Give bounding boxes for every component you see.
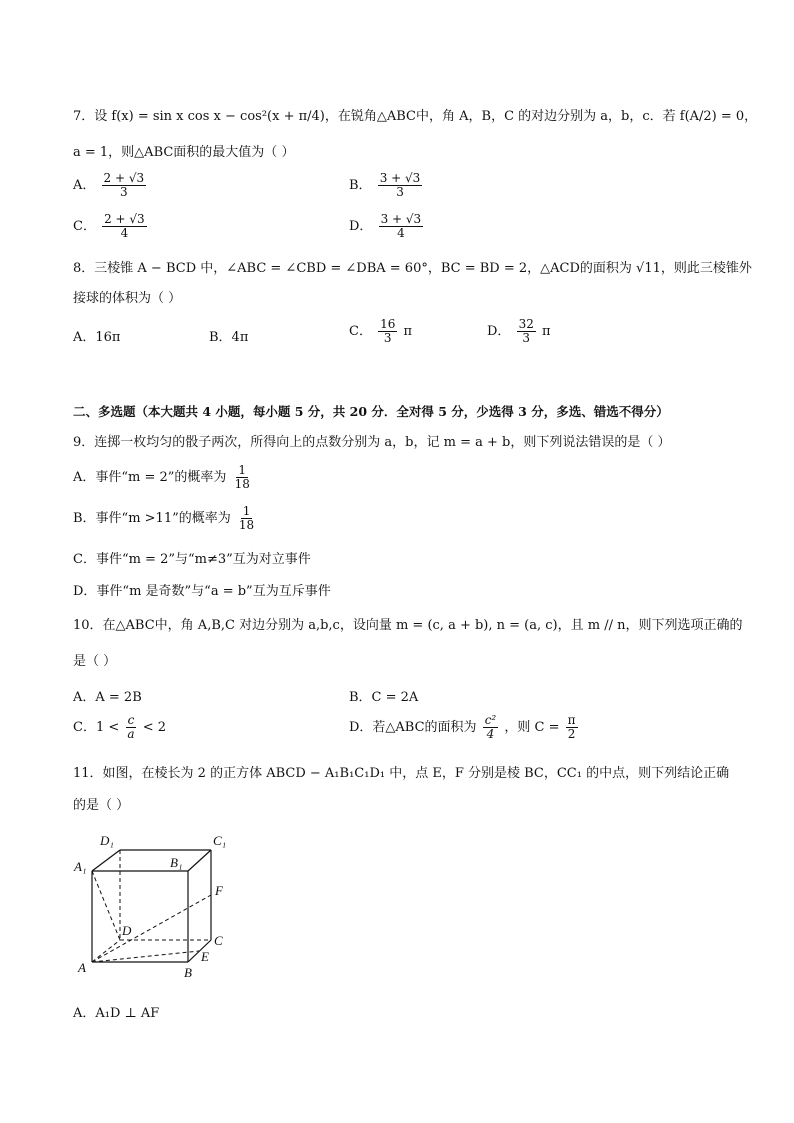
q10-option-d-denominator: 4 <box>486 727 495 741</box>
q7-option-b-fraction <box>378 172 423 199</box>
q7-stem-line2: a = 1，则△ABC面积的最大值为（ ） <box>73 145 295 160</box>
q10-stem-line1: 10．在△ABC中，角 A,B,C 对边分别为 a,b,c，设向量 m = (c, a + b), n = (a, c)，且 m // n，则下列选项正确的 <box>73 618 743 633</box>
q7-option-d-numerator: 3 + √3 <box>380 212 422 226</box>
q7-option-b-numerator: 3 + √3 <box>379 171 421 185</box>
q9-stem: 9．连掷一枚均匀的骰子两次，所得向上的点数分别为 a，b，记 m = a + b，则下列说法错误的是（ ） <box>73 435 671 450</box>
q8-stem-line1: 8．三棱锥 A − BCD 中，∠ABC = ∠CBD = ∠DBA = 60°，BC = BD = 2，△ACD的面积为 √11，则此三棱锥外 <box>73 261 752 276</box>
q9-option-a-fraction <box>233 464 252 491</box>
q9-option-b-fraction <box>237 505 256 532</box>
q11-option-a: A．A₁D ⊥ AF <box>73 1006 160 1021</box>
q10-option-c-denominator: a <box>127 727 135 741</box>
edge-a1-d1 <box>92 850 120 871</box>
q7-option-b-denominator: 3 <box>396 185 404 199</box>
q10-stem-line2: 是（ ） <box>73 654 117 669</box>
q8-option-a: A．16π <box>73 330 121 345</box>
q8-option-b: B．4π <box>209 330 249 345</box>
q10-option-d <box>349 714 580 741</box>
q7-option-c <box>73 213 149 240</box>
q9-option-a-text: A．事件“m = 2”的概率为 <box>73 470 227 485</box>
q7-option-a-fraction <box>102 172 147 199</box>
label-a: A <box>78 960 86 975</box>
q7-option-a-numerator: 2 + √3 <box>103 171 145 185</box>
q10-option-d-denominator-2: 2 <box>567 727 576 741</box>
q11-stem-line2: 的是（ ） <box>73 798 130 813</box>
hidden-edge-a-d <box>92 940 120 962</box>
label-d: D <box>122 923 132 938</box>
q10-option-d-mid: ，则 C = <box>504 720 560 735</box>
q9-option-d: D．事件“m 是奇数”与“a = b”互为互斥事件 <box>73 584 331 599</box>
q9-option-b <box>73 505 258 532</box>
q8-option-c-label: C． <box>349 324 372 339</box>
q7-option-a-label: A． <box>73 178 96 193</box>
q10-option-c-fraction <box>125 714 136 741</box>
q8-stem-line2: 接球的体积为（ ） <box>73 291 182 306</box>
q9-option-a <box>73 464 254 491</box>
q8-option-d-label: D． <box>487 324 511 339</box>
q11-stem-line1: 11．如图，在棱长为 2 的正方体 ABCD − A₁B₁C₁D₁ 中，点 E，F 分别是棱 BC，CC₁ 的中点，则下列结论正确 <box>73 766 730 781</box>
q8-option-d <box>487 318 551 345</box>
label-e: E <box>201 949 209 964</box>
q7-option-c-label: C． <box>73 219 96 234</box>
q7-option-c-fraction <box>102 213 147 240</box>
section-heading-multiple-choice: 二、多选题（本大题共 4 小题，每小题 5 分，共 20 分．全对得 5 分，少选得 3 分，多选、错选不得分） <box>73 404 669 419</box>
q10-option-c-numerator: c <box>127 713 135 727</box>
q10-option-a: A．A = 2B <box>73 690 142 705</box>
q7-option-b <box>349 172 424 199</box>
q9-option-b-text: B．事件“m >11”的概率为 <box>73 511 231 526</box>
q7-option-d-denominator: 4 <box>397 226 405 240</box>
label-a1: A₁ <box>74 859 87 874</box>
q10-option-d-fraction-angle <box>566 714 578 741</box>
edge-b1-c1 <box>188 850 211 871</box>
q7-option-d-fraction <box>379 213 424 240</box>
q9-option-a-denominator: 18 <box>234 477 250 491</box>
q8-option-c <box>349 318 412 345</box>
hidden-segment-a1-d <box>92 871 120 940</box>
q9-option-b-denominator: 18 <box>238 518 255 532</box>
label-c: C <box>214 933 223 948</box>
hidden-segment-a-e <box>92 951 199 962</box>
q8-option-c-tail: π <box>403 324 413 339</box>
q10-option-d-pre: D．若△ABC的面积为 <box>349 720 477 735</box>
q7-option-d-label: D． <box>349 219 373 234</box>
q10-option-d-numerator-2: π <box>567 713 576 727</box>
q7-option-a-denominator: 3 <box>120 185 128 199</box>
q8-option-d-tail: π <box>542 324 551 339</box>
q7-option-a <box>73 172 148 199</box>
q8-option-c-numerator: 16 <box>380 317 396 331</box>
label-d1: D₁ <box>100 833 114 848</box>
label-c1: C₁ <box>213 833 227 848</box>
q10-option-c <box>73 714 166 741</box>
q8-option-c-denominator: 3 <box>383 331 392 345</box>
q9-option-b-numerator: 1 <box>242 504 251 518</box>
q10-option-d-numerator: c² <box>484 713 497 727</box>
q7-option-c-denominator: 4 <box>120 226 129 240</box>
q10-option-d-fraction-area <box>483 714 499 741</box>
q10-option-c-pre: C．1 < <box>73 720 120 735</box>
q7-stem-line1: 7．设 f(x) = sin x cos x − cos²(x + π/4)，在锐角△ABC中，角 A，B，C 的对边分别为 a，b，c．若 f(A/2) = 0， <box>73 109 758 124</box>
label-f: F <box>215 883 223 898</box>
q8-option-c-fraction <box>378 318 397 345</box>
label-b: B <box>184 965 192 980</box>
cube-figure <box>60 825 250 985</box>
q7-option-d <box>349 213 425 240</box>
q7-option-b-label: B． <box>349 178 372 193</box>
q7-option-c-numerator: 2 + √3 <box>104 212 145 226</box>
q8-option-d-fraction <box>517 318 536 345</box>
q9-option-a-numerator: 1 <box>238 463 247 477</box>
q10-option-b: B．C = 2A <box>349 690 419 705</box>
label-b1: B₁ <box>170 855 183 870</box>
q8-option-d-denominator: 3 <box>522 331 531 345</box>
q10-option-c-post: < 2 <box>142 720 166 735</box>
q8-option-d-numerator: 32 <box>518 317 534 331</box>
q9-option-c: C．事件“m = 2”与“m≠3”互为对立事件 <box>73 552 311 567</box>
